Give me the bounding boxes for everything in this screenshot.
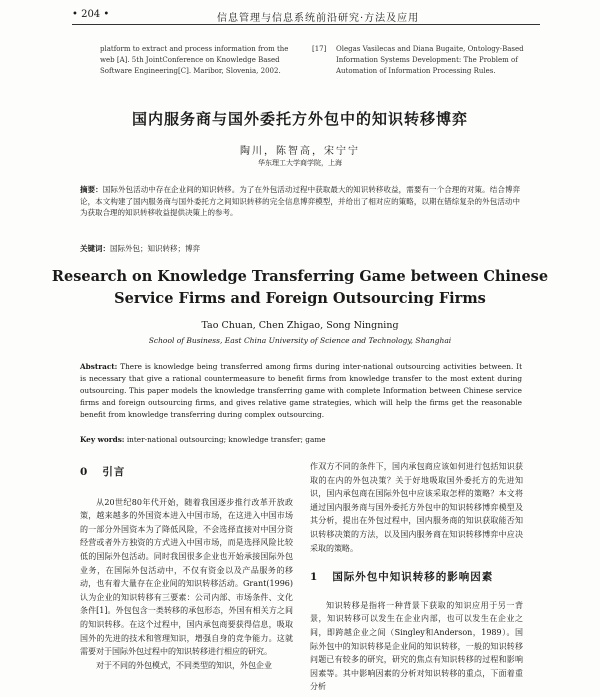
english-abstract-label: Abstract: [80,362,118,371]
section-title: 引言 [102,466,126,478]
body-paragraph: 作双方不同的条件下，国内承包商应该如何进行包括知识获取的在内的外包决策？关于好地吸取国外委托方的先进知识，国内承包商在国际外包中应该采取怎样的策略？本文将通过国内服务商与国外委托方外包中的知识转移博弈模型及其分析，提出在外包过程中，国内服务商的知识获取能否知识转移决策的方法，以及国内服务商在知识转移博弈中应决采取的策略。 [310,462,523,553]
body-column-left [80,460,293,672]
chinese-keywords [80,243,520,254]
english-keywords [80,435,522,444]
body-column-right [310,460,523,694]
page-number: • 204 • [72,9,110,20]
running-header [72,8,540,25]
section-title: 国际外包中知识转移的影响因素 [332,571,494,584]
chinese-abstract-text: 国际外包活动中存在企业间的知识转移。为了在外包活动过程中获取最大的知识转移收益，需要有一个合理的对策。结合博弈论，本文构建了国内服务商与国外委托方之间知识转移的完全信息博弈模型，并给出了相对应的策略，以期在错综复杂的外包活动中为获取合理的知识转移收益提供决策上的参考。 [80,185,520,217]
chinese-keywords-label: 关键词： [80,244,110,253]
section-heading-factors [310,571,523,585]
chinese-abstract-label: 摘要： [80,185,103,194]
section-heading-intro [80,466,293,480]
english-title-line1: Research on Knowledge Transferring Game between Chinese [51,268,549,285]
body-paragraph: 从20世纪80年代开始，随着我国逐步推行改革开放政策，越来越多的外国资本进入中国市场，在这进入中国市场的一部分外国资本为了降低风险，不会选择直接对中国分资经营或者外方独资的方式进入中国市场，而是选择风险比较低的国际外包活动。同时我国很多企业也开始承接国际外包业务，在国际外包活动中，不仅有资金以及产品服务的移动，也有着大量存在企业间的知识转移活动。Grant(1996)认为企业的知识转移有三要素：公司内部、市场条件、文化条件[1]。外包包含一类转移的承包形态，外国有相关方之间的知识转移。在这个过程中，国内承包商要获得信息，吸取国外的先进的技术和管理知识，增强自身的竞争能力。这就需要对于国际外包过程中的知识转移进行相应的研究。 [80,497,293,657]
chinese-abstract [80,184,520,219]
section-number: 1 [310,571,319,584]
reference-right [312,44,532,77]
reference-left: platform to extract and process information from the web [A]. 5th JointConference on Knowledge Based Software Engineering[C]. Maribor, Slovenia, 2002. [100,45,289,75]
body-paragraph: 对于不同的外包模式，不同类型的知识，外包企业 [96,660,272,670]
english-abstract [80,361,522,421]
english-affiliation: School of Business, East China University of Science and Technology, Shanghai [148,336,452,345]
reference-number: [17] [312,45,327,53]
chinese-affiliation: 华东理工大学商学院，上海 [258,159,342,167]
chinese-title: 国内服务商与国外委托方外包中的知识转移博弈 [131,110,468,128]
chinese-authors: 陶川，陈智高，宋宁宁 [240,146,360,157]
section-number: 0 [80,466,89,478]
english-keywords-label: Key words: [80,435,125,444]
reference-text: Olegas Vasilecas and Diana Bugaite, Ontology-Based Information Systems Development: The Problem of Automation of Information Processing Rules. [336,45,524,75]
english-title [0,266,600,310]
english-keywords-text: inter-national outsourcing; knowledge transfer; game [126,435,326,444]
english-abstract-text: There is knowledge being transferred among firms during inter-national outsourcing activities between. It is necessary that give a rational countermeasure to benefit firms from knowledge transfer to the most extent during outsourcing. This paper models the knowledge transferring game with complete Information between Chinese service firms and foreign outsourcing firms, and gives relative game strategies, which will help the firms get the reasonable benefit from knowledge transferring during complex outsourcing. [80,362,522,419]
english-title-line2: Service Firms and Foreign Outsourcing Firms [114,290,486,307]
body-paragraph: 知识转移是指将一种背景下获取的知识应用于另一背景，知识转移可以发生在企业内部，也可以发生在企业之间，即跨越企业之间（Singley和Anderson，1989）。国际外包中的知识转移是企业间的知识转移，一般的知识转移问题已有较多的研究，研究的焦点有知识转移的过程和影响因素等。其中影响因素的分析对知识转移的重点，下面着重分析 [310,600,523,692]
chinese-keywords-text: 国际外包；知识转移；博弈 [110,244,200,253]
english-authors: Tao Chuan, Chen Zhigao, Song Ningning [201,320,399,331]
journal-title: 信息管理与信息系统前沿研究·方法及应用 [217,13,420,24]
